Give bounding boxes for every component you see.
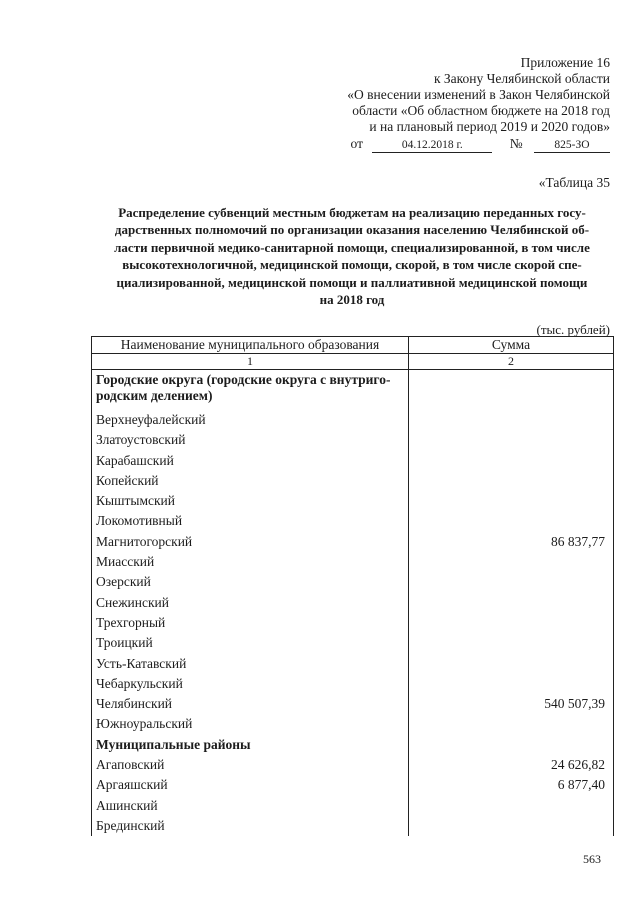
table-row xyxy=(92,694,614,714)
amount xyxy=(409,654,614,674)
municipality-name: Кыштымский xyxy=(92,491,409,511)
subvention-table xyxy=(91,336,614,836)
appendix-header xyxy=(347,55,610,153)
law-date: 04.12.2018 г. xyxy=(372,139,492,153)
municipality-name: Троицкий xyxy=(92,633,409,653)
amount: 24 626,82 xyxy=(409,755,614,775)
municipality-name: Озерский xyxy=(92,572,409,592)
table-row xyxy=(92,451,614,471)
group-sum xyxy=(409,370,614,411)
appendix-line: и на плановый период 2019 и 2020 годов» xyxy=(369,119,610,134)
amount xyxy=(409,511,614,531)
table-row xyxy=(92,796,614,816)
title-line: циализированной, медицинской помощи и паллиативной медицинской помощи xyxy=(116,274,588,290)
title-line: дарственных полномочий по организации оказания населению Челябинской об- xyxy=(114,222,590,238)
document-title xyxy=(92,204,612,308)
municipality-name: Челябинский xyxy=(92,694,409,714)
table-row xyxy=(92,674,614,694)
table-row xyxy=(92,633,614,653)
units-label: (тыс. рублей) xyxy=(536,322,610,337)
municipality-name: Локомотивный xyxy=(92,511,409,531)
municipality-name: Аргаяшский xyxy=(92,775,409,795)
municipality-name: Копейский xyxy=(92,471,409,491)
column-header-name: Наименование муниципального образования xyxy=(92,337,409,354)
law-number: 825-ЗО xyxy=(534,139,610,153)
column-number: 2 xyxy=(409,354,614,370)
title-line: высокотехнологичной, медицинской помощи, скорой, в том числе скорой спе- xyxy=(122,257,582,273)
amount xyxy=(409,714,614,734)
group-title: Городские округа (городские округа с внутриго- родским делением) xyxy=(92,370,409,411)
law-date-number-line xyxy=(347,136,610,153)
table-row xyxy=(92,511,614,531)
table-row xyxy=(92,714,614,734)
appendix-line: Приложение 16 xyxy=(520,55,610,70)
amount xyxy=(409,552,614,572)
title-line: ласти первичной медико-санитарной помощи, специализированной, в том числе xyxy=(114,239,590,255)
amount xyxy=(409,816,614,836)
table-row xyxy=(92,755,614,775)
column-number: 1 xyxy=(92,354,409,370)
group-row-municipal-districts xyxy=(92,735,614,755)
amount xyxy=(409,491,614,511)
number-label: № xyxy=(509,136,523,151)
amount: 6 877,40 xyxy=(409,775,614,795)
amount xyxy=(409,593,614,613)
amount xyxy=(409,451,614,471)
appendix-line: к Закону Челябинской области xyxy=(433,71,610,86)
amount xyxy=(409,410,614,430)
table-row xyxy=(92,572,614,592)
table-row xyxy=(92,552,614,572)
title-line: Распределение субвенций местным бюджетам на реализацию переданных госу- xyxy=(118,205,586,220)
municipality-name: Агаповский xyxy=(92,755,409,775)
municipality-name: Магнитогорский xyxy=(92,532,409,552)
table-row xyxy=(92,410,614,430)
table-row xyxy=(92,613,614,633)
header-row xyxy=(92,337,614,354)
municipality-name: Усть-Катавский xyxy=(92,654,409,674)
table-row xyxy=(92,816,614,836)
amount xyxy=(409,471,614,491)
table-row xyxy=(92,775,614,795)
amount xyxy=(409,674,614,694)
appendix-line: области «Об областном бюджете на 2018 год xyxy=(352,103,610,118)
amount xyxy=(409,430,614,450)
municipality-name: Чебаркульский xyxy=(92,674,409,694)
table-row xyxy=(92,471,614,491)
amount xyxy=(409,613,614,633)
amount: 540 507,39 xyxy=(409,694,614,714)
municipality-name: Карабашский xyxy=(92,451,409,471)
table-row xyxy=(92,430,614,450)
table-row xyxy=(92,593,614,613)
table-row xyxy=(92,491,614,511)
from-label: от xyxy=(350,136,363,151)
title-line: на 2018 год xyxy=(319,292,385,308)
municipality-name: Златоустовский xyxy=(92,430,409,450)
municipality-name: Миасский xyxy=(92,552,409,572)
municipality-name: Верхнеуфалейский xyxy=(92,410,409,430)
amount xyxy=(409,796,614,816)
table-label: «Таблица 35 xyxy=(538,175,610,190)
municipality-name: Ашинский xyxy=(92,796,409,816)
amount: 86 837,77 xyxy=(409,532,614,552)
table-row xyxy=(92,654,614,674)
group-title: Муниципальные районы xyxy=(92,735,409,755)
table-row xyxy=(92,532,614,552)
amount xyxy=(409,633,614,653)
municipality-name: Брединский xyxy=(92,816,409,836)
municipality-name: Снежинский xyxy=(92,593,409,613)
column-header-sum: Сумма xyxy=(409,337,614,354)
amount xyxy=(409,572,614,592)
column-number-row xyxy=(92,354,614,370)
group-row-city-districts xyxy=(92,370,614,411)
group-sum xyxy=(409,735,614,755)
appendix-line: «О внесении изменений в Закон Челябинской xyxy=(347,87,610,102)
municipality-name: Южноуральский xyxy=(92,714,409,734)
page-number: 563 xyxy=(583,852,601,866)
municipality-name: Трехгорный xyxy=(92,613,409,633)
